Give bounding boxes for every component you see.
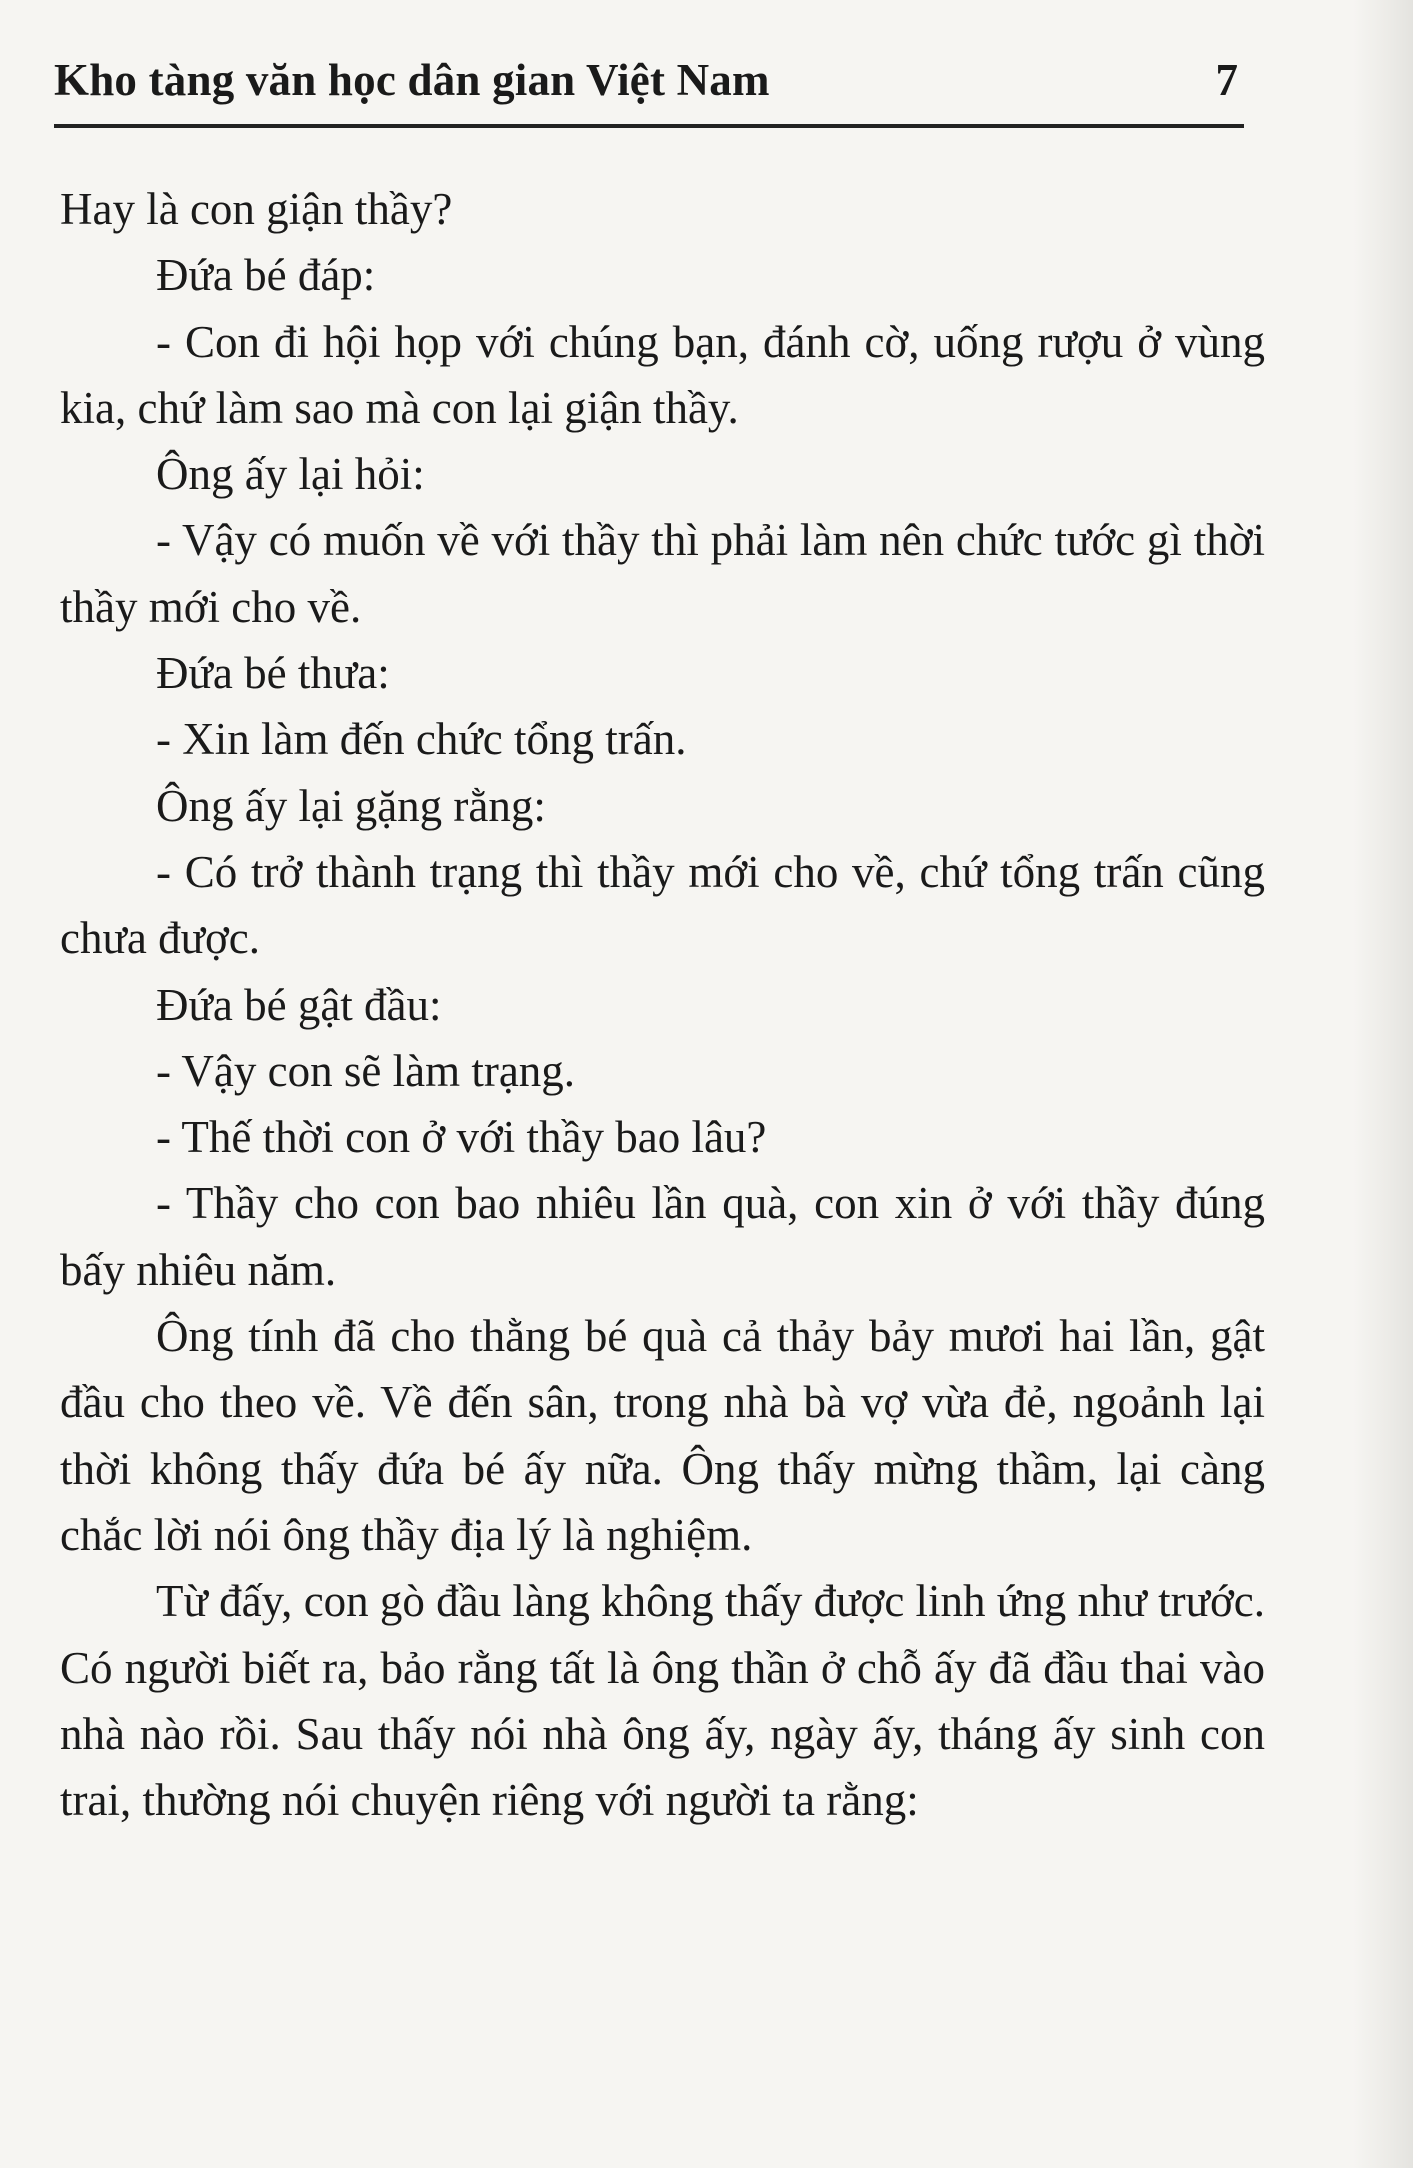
page-edge-shadow [1353,0,1413,2168]
paragraph: Đứa bé đáp: [156,250,376,301]
running-header [54,48,1244,134]
paragraph: - Thầy cho con bao nhiêu lần quà, con xin ở với thầy đúng bấy nhiêu năm. [60,1178,1265,1295]
paragraph: - Vậy có muốn về với thầy thì phải làm nên chức tước gì thời thầy mới cho về. [60,515,1265,632]
paragraph: - Vậy con sẽ làm trạng. [156,1045,576,1096]
paragraph: Ông tính đã cho thằng bé quà cả thảy bảy mươi hai lần, gật đầu cho theo về. Về đến sân, trong nhà bà vợ vừa đẻ, ngoảnh lại thời không thấy đứa bé ấy nữa. Ông thấy mừng thầm, lại càng chắc lời nói ông thầy địa lý là nghiệm. [60,1311,1265,1560]
paragraph: - Có trở thành trạng thì thầy mới cho về, chứ tổng trấn cũng chưa được. [60,846,1265,964]
paragraph: Ông ấy lại hỏi: [156,449,425,500]
header-rule [54,124,1244,128]
paragraph: Đứa bé thưa: [156,648,390,699]
paragraph: Hay là con giận thầy? [60,184,453,234]
paragraph: Ông ấy lại gặng rằng: [156,780,546,831]
paragraph: - Con đi hội họp với chúng bạn, đánh cờ, uống rượu ở vùng kia, chứ làm sao mà con lại giận thầy. [60,316,1265,433]
running-header-title: Kho tàng văn học dân gian Việt Nam [54,55,770,105]
body-text [60,176,1265,1833]
paragraph: - Thế thời con ở với thầy bao lâu? [156,1112,767,1163]
paragraph: - Xin làm đến chức tổng trấn. [156,714,687,765]
paragraph: Từ đấy, con gò đầu làng không thấy được linh ứng như trước. Có người biết ra, bảo rằng tất là ông thần ở chỗ ấy đã đầu thai vào nhà nào rồi. Sau thấy nói nhà ông ấy, ngày ấy, tháng ấy sinh con trai, thường nói chuyện riêng với người ta rằng: [60,1576,1265,1826]
page-number: 7 [1215,55,1238,105]
paragraph: Đứa bé gật đầu: [156,979,442,1030]
